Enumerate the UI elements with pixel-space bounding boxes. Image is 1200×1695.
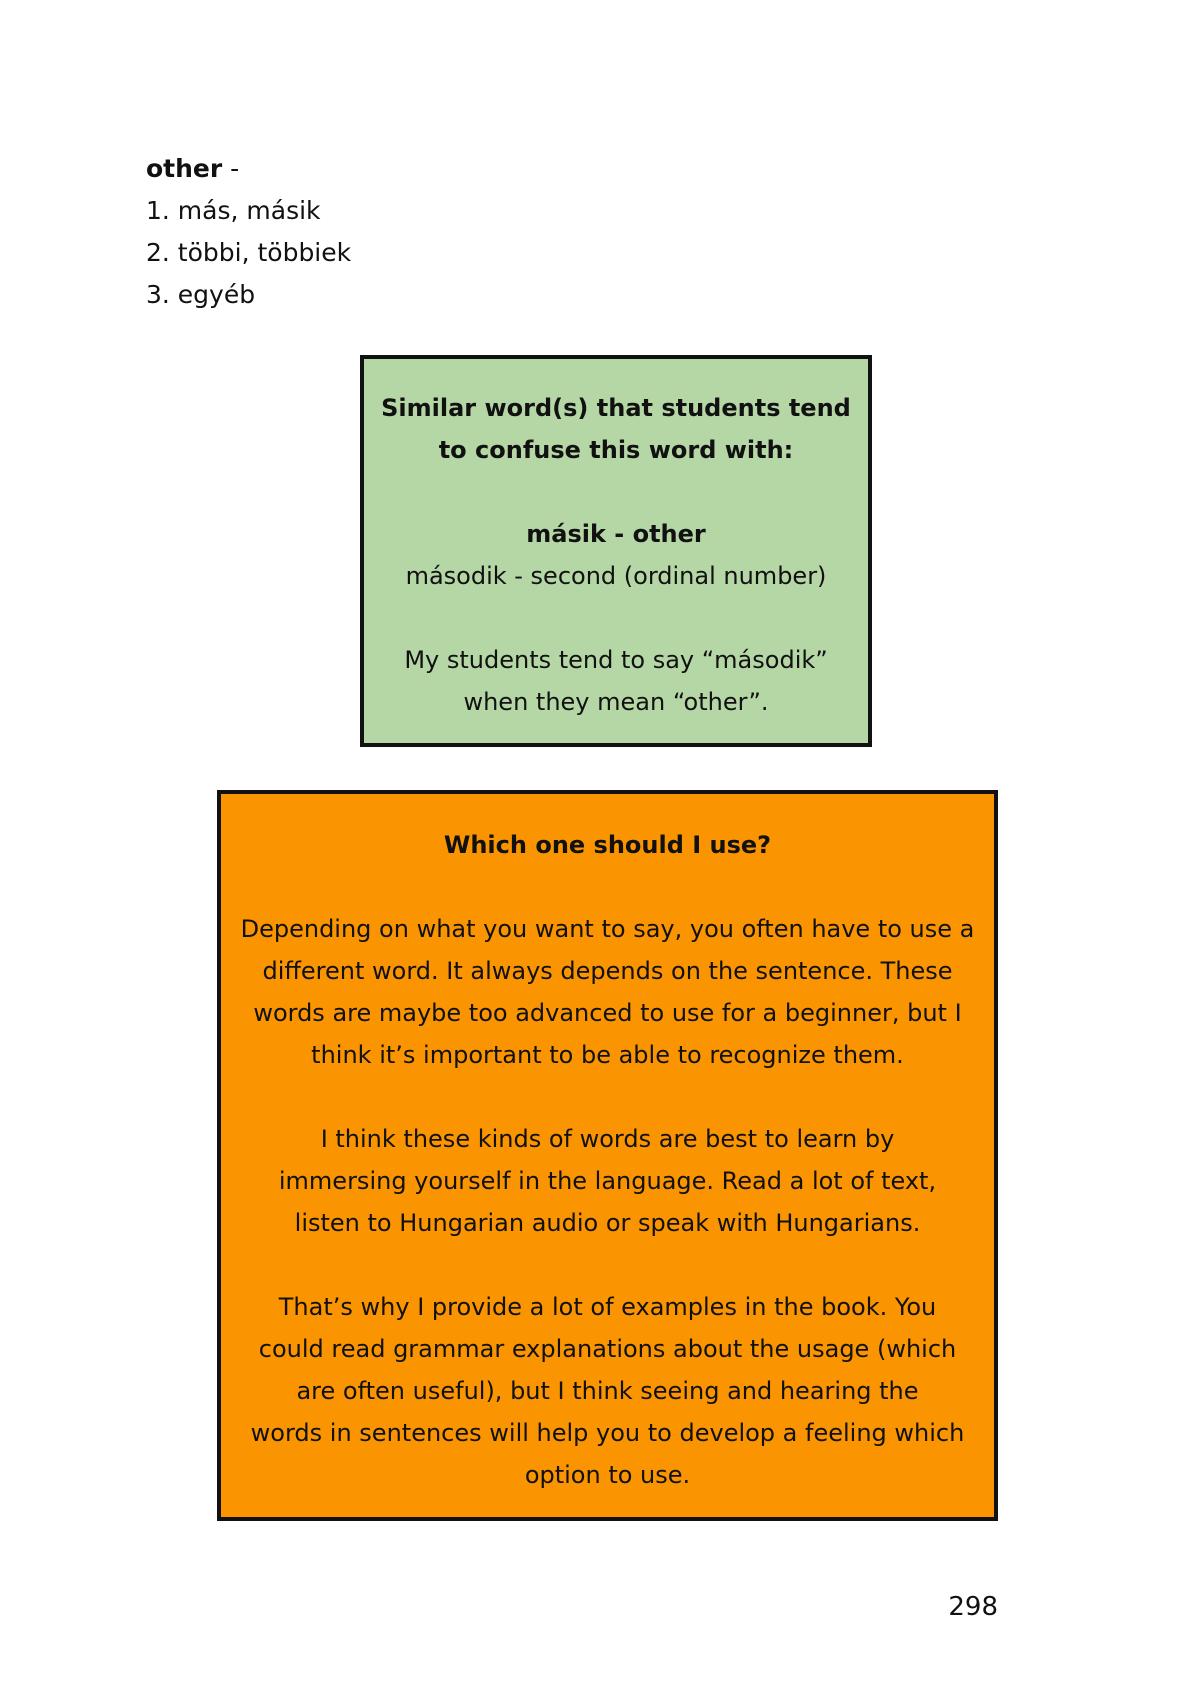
entry-dash: - (222, 154, 240, 183)
note-line: when they mean “other”. (463, 688, 769, 716)
usage-box (217, 790, 998, 1521)
note-line: My students tend to say “második” (404, 646, 828, 674)
paragraph-line: immersing yourself in the language. Read a lot of text, (278, 1167, 937, 1195)
paragraph-line: I think these kinds of words are best to learn by (320, 1125, 895, 1153)
paragraph-line: listen to Hungarian audio or speak with Hungarians. (294, 1209, 921, 1237)
heading-line: Similar word(s) that students tend (381, 394, 851, 422)
paragraph-line: Depending on what you want to say, you often have to use a (240, 915, 975, 943)
paragraph-line: are often useful), but I think seeing and hearing the (296, 1377, 919, 1405)
usage-paragraph (221, 1118, 994, 1244)
similar-words-heading (364, 387, 868, 471)
paragraph-line: words in sentences will help you to develop a feeling which (250, 1419, 965, 1447)
usage-paragraph (221, 1286, 994, 1496)
word-pair-plain: második - second (ordinal number) (405, 562, 827, 590)
entry-meaning: 1. más, másik (146, 196, 321, 225)
paragraph-line: That’s why I provide a lot of examples in the book. You (278, 1293, 937, 1321)
entry-headword: other (146, 154, 223, 183)
paragraph-line: option to use. (524, 1461, 691, 1489)
usage-paragraph (221, 908, 994, 1076)
entry-meaning: 2. többi, többiek (146, 238, 352, 267)
entry-headword-line (146, 148, 351, 190)
paragraph-line: think it’s important to be able to recognize them. (311, 1041, 904, 1069)
paragraph-line: different word. It always depends on the sentence. These (262, 957, 953, 985)
similar-words-note (364, 639, 868, 723)
heading-line: to confuse this word with: (438, 436, 794, 464)
page-number: 298 (948, 1592, 998, 1622)
word-pair-bold: másik - other (526, 520, 706, 548)
usage-heading (221, 824, 994, 866)
similar-words-box (360, 355, 872, 747)
usage-heading-text: Which one should I use? (443, 831, 772, 859)
word-pair (364, 513, 868, 597)
paragraph-line: could read grammar explanations about the usage (which (258, 1335, 957, 1363)
dictionary-entry (146, 148, 351, 316)
paragraph-line: words are maybe too advanced to use for a beginner, but I (253, 999, 962, 1027)
entry-meaning: 3. egyéb (146, 280, 256, 309)
